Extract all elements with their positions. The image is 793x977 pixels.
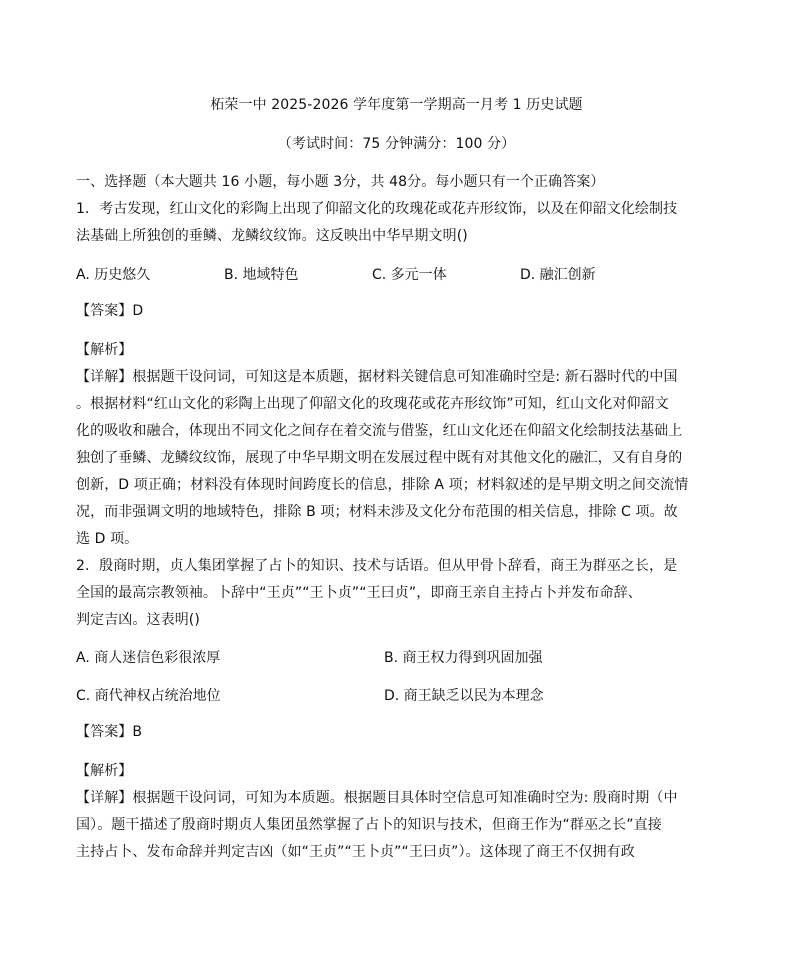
q2-answer: 【答案】B [76, 724, 143, 740]
q2-stem-line-2: 全国的最高宗教领袖。卜辞中“王贞”“王卜贞”“王曰贞”，即商王亲自主持占卜并发布命辞、 [76, 585, 642, 601]
q2-option-b: B. 商王权力得到巩固加强 [384, 650, 543, 666]
q1-detail-line-3: 化的吸收和融合，体现出不同文化之间存在着交流与借鉴，红山文化还在仰韶文化绘制技法基础上 [76, 423, 683, 439]
q1-detail-line-7: 选 D 项。 [76, 531, 139, 547]
q1-option-b: B. 地域特色 [224, 267, 299, 283]
q1-stem-line-1: 1．考古发现，红山文化的彩陶上出现了仰韶文化的玫瑰花或花卉形纹饰，以及在仰韶文化绘制技 [76, 201, 678, 217]
q1-stem-line-2: 法基础上所独创的垂鳞、龙鳞纹纹饰。这反映出中华早期文明() [76, 228, 468, 244]
q1-option-c: C. 多元一体 [372, 267, 447, 283]
section-heading: 一、选择题（本大题共 16 小题，每小题 3分，共 48分。每小题只有一个正确答案） [76, 174, 605, 190]
q2-analysis-label: 【解析】 [76, 763, 133, 779]
q1-option-d: D. 融汇创新 [520, 267, 596, 283]
q2-option-a: A. 商人迷信色彩很浓厚 [76, 650, 221, 666]
q2-detail-line-1: 【详解】根据题干设问词，可知为本质题。根据题目具体时空信息可知准确时空为: 殷商时期（中 [76, 790, 678, 806]
exam-title: 柘荣一中 2025-2026 学年度第一学期高一月考 1 历史试题 [210, 97, 583, 113]
q2-stem-line-1: 2．殷商时期，贞人集团掌握了占卜的知识、技术与话语。但从甲骨卜辞看，商王为群巫之长，是 [76, 558, 678, 574]
q2-detail-line-3: 主持占卜、发布命辞并判定吉凶（如“王贞”“王卜贞”“王曰贞”）。这体现了商王不仅拥有政 [76, 844, 635, 860]
q1-answer: 【答案】D [76, 303, 144, 319]
exam-subtitle: （考试时间：75 分钟满分：100 分） [277, 136, 516, 152]
q1-detail-line-4: 独创了垂鳞、龙鳞纹纹饰，展现了中华早期文明在发展过程中既有对其他文化的融汇，又有自身的 [76, 450, 683, 466]
q2-stem-line-3: 判定吉凶。这表明() [76, 612, 200, 628]
q1-option-a: A. 历史悠久 [76, 267, 151, 283]
q2-option-c: C. 商代神权占统治地位 [76, 688, 221, 704]
q2-option-d: D. 商王缺乏以民为本理念 [384, 688, 544, 704]
q1-analysis-label: 【解析】 [76, 342, 133, 358]
q1-detail-line-2: 。根据材料“红山文化的彩陶上出现了仰韶文化的玫瑰花或花卉形纹饰”可知，红山文化对仰韶文 [76, 396, 669, 412]
q1-detail-line-1: 【详解】根据题干设问词，可知这是本质题，据材料关键信息可知准确时空是: 新石器时代的中国 [76, 369, 678, 385]
q2-detail-line-2: 国）。题干描述了殷商时期贞人集团虽然掌握了占卜的知识与技术，但商王作为“群巫之长”直接 [76, 817, 662, 833]
q1-detail-line-5: 创新，D 项正确；材料没有体现时间跨度长的信息，排除 A 项；材料叙述的是早期文明之间交流情 [76, 477, 689, 493]
q1-detail-line-6: 况，而非强调文明的地域特色，排除 B 项；材料未涉及文化分布范围的相关信息，排除 C 项。故 [76, 504, 678, 520]
